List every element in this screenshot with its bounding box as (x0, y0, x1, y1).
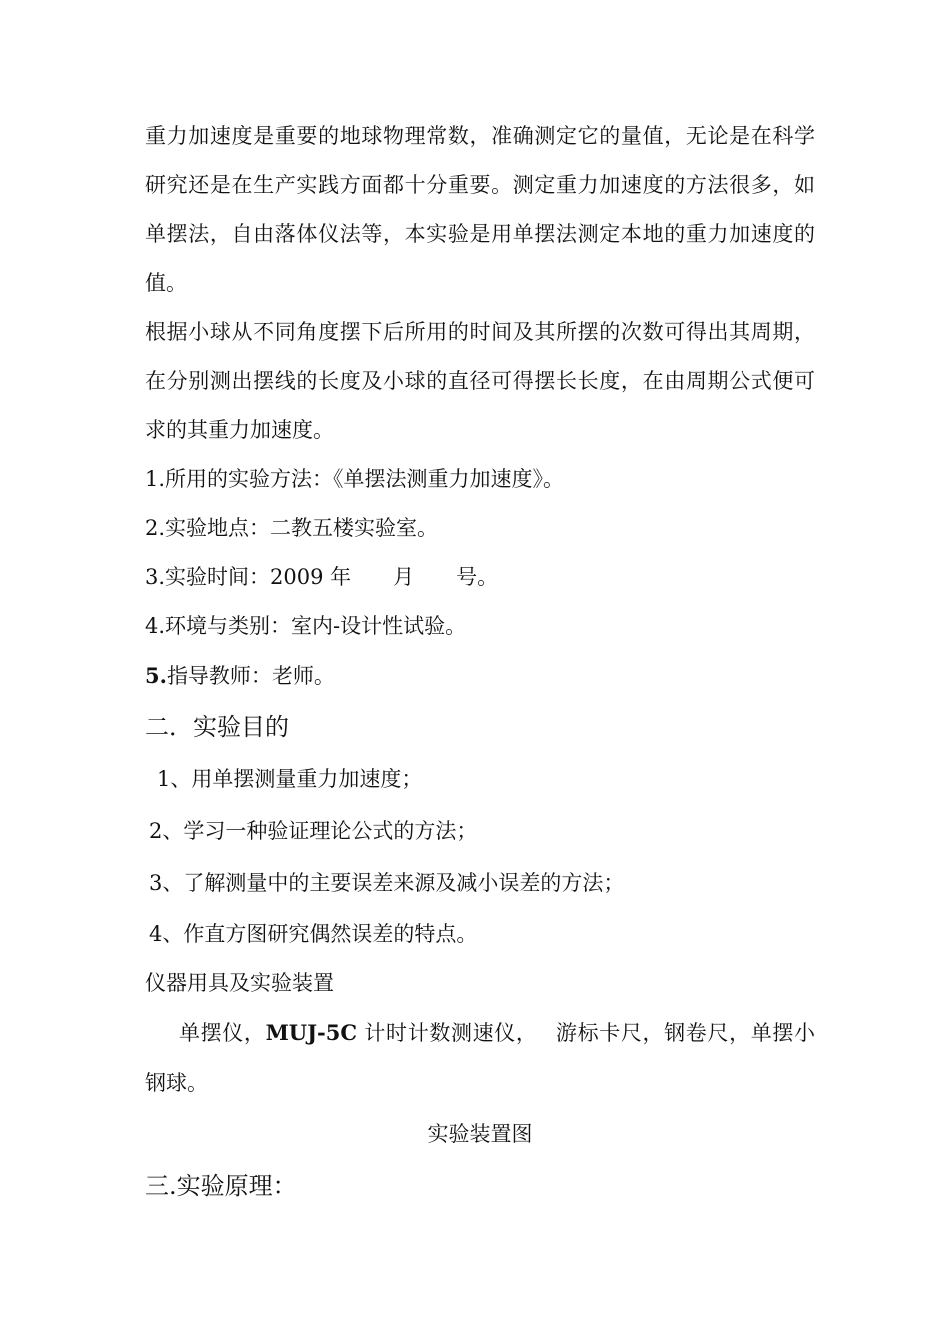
intro-paragraph-2: 根据小球从不同角度摆下后所用的时间及其所摆的次数可得出其周期，在分别测出摆线的长度及小球的直径可得摆长长度，在由周期公式便可求的其重力加速度。 (145, 320, 815, 442)
info-location: 2.实验地点：二教五楼实验室。 (145, 516, 439, 540)
info-time: 3.实验时间：2009 年 月 号。 (145, 565, 499, 589)
equipment-text (145, 1008, 815, 1108)
info-teacher-text: 指导教师：老师。 (166, 664, 335, 688)
goal-item-1: 1、用单摆测量重力加速度； (157, 767, 423, 791)
info-method: 1.所用的实验方法：《单摆法测重力加速度》。 (145, 467, 565, 491)
goal-item-4: 4、作直方图研究偶然误差的特点。 (149, 922, 478, 946)
section-2-title: 二．实验目的 (145, 713, 289, 741)
equipment-text-a: 单摆仪， (179, 1021, 266, 1045)
figure-caption: 实验装置图 (427, 1122, 533, 1146)
info-teacher (145, 651, 815, 701)
goal-item-2: 2、学习一种验证理论公式的方法； (149, 819, 478, 843)
document-body (145, 112, 815, 1212)
equipment-model: MUJ-5C (265, 1020, 358, 1045)
section-3-title: 三.实验原理： (145, 1172, 297, 1200)
info-environment: 4.环境与类别：室内-设计性试验。 (145, 614, 467, 638)
goal-item-3: 3、了解测量中的主要误差来源及减小误差的方法； (149, 871, 625, 895)
equipment-title: 仪器用具及实验装置 (145, 971, 334, 995)
equipment-text-c: 计时计数测速仪， 游标卡尺，钢卷尺，单摆小钢球。 (145, 1021, 815, 1095)
info-teacher-number: 5. (145, 663, 167, 688)
intro-paragraph-1: 重力加速度是重要的地球物理常数，准确测定它的量值，无论是在科学研究还是在生产实践方面都十分重要。测定重力加速度的方法很多，如单摆法，自由落体仪法等，本实验是用单摆法测定本地的重力加速度的值。 (145, 124, 815, 295)
